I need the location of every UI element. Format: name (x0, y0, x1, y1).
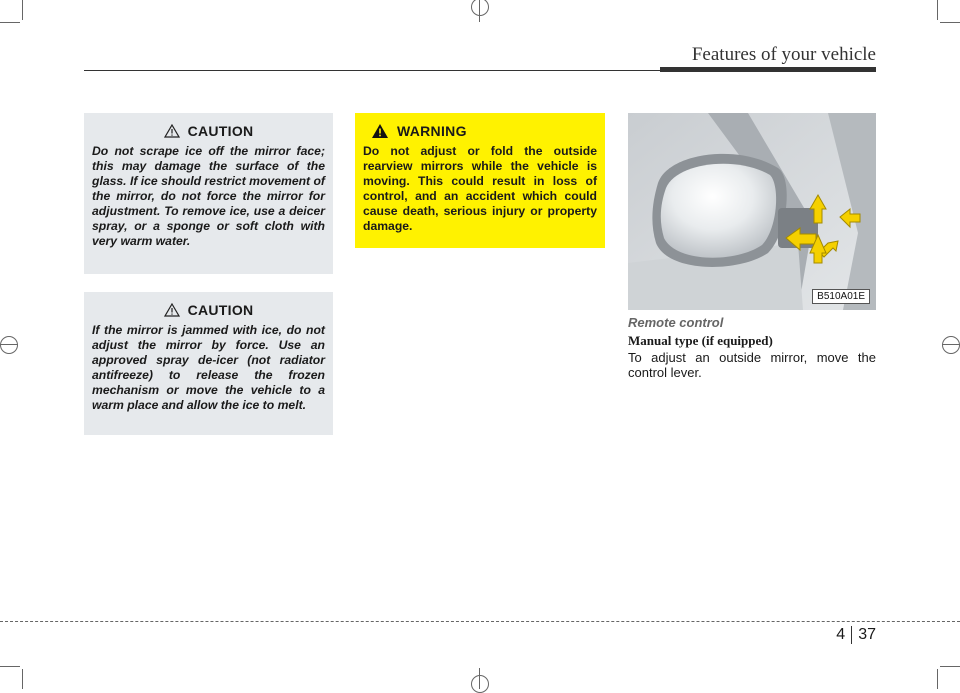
crop-mark (22, 0, 23, 20)
warning-header (363, 123, 597, 139)
caution-box-ice-scrape (84, 113, 333, 274)
warning-triangle-icon (371, 123, 389, 139)
registration-mark (479, 0, 480, 22)
section-subheading: Manual type (if equipped) (628, 333, 773, 348)
page-number (836, 626, 876, 644)
mirror-illustration (628, 113, 876, 310)
caution-triangle-icon (164, 303, 180, 317)
page-number-separator (851, 626, 852, 644)
header-rule-accent (660, 67, 876, 72)
figure-code-label: B510A01E (812, 289, 870, 304)
caution-title: CAUTION (187, 123, 254, 139)
registration-mark (479, 668, 480, 689)
registration-mark (0, 336, 18, 354)
crop-mark (937, 0, 938, 20)
caution-header (92, 123, 325, 139)
section-body-text: To adjust an outside mirror, move the control lever. (628, 350, 876, 380)
caution-title: CAUTION (187, 302, 254, 318)
registration-mark (942, 336, 960, 354)
caution-triangle-icon (164, 124, 180, 138)
section-heading: Remote control (628, 315, 724, 330)
warning-title: WARNING (397, 123, 467, 139)
registration-mark (942, 344, 960, 345)
registration-mark (0, 344, 18, 345)
crop-mark (940, 666, 960, 667)
crop-mark (22, 669, 23, 689)
warning-box (355, 113, 605, 248)
crop-mark (940, 22, 960, 23)
crop-mark (0, 666, 20, 667)
crop-mark (937, 669, 938, 689)
caution-box-jammed-mirror (84, 292, 333, 435)
page-header-title: Features of your vehicle (691, 44, 876, 65)
chapter-number: 4 (836, 626, 846, 643)
outside-mirror-image (628, 113, 876, 310)
crop-mark (0, 22, 20, 23)
caution-header (92, 302, 325, 318)
warning-text: Do not adjust or fold the outside rearview mirrors while the vehicle is moving. This could result in loss of control, and an accident which could cause death, serious injury or property damage. (363, 144, 597, 233)
caution-text: Do not scrape ice off the mirror face; this may damage the surface of the glass. If ice should restrict movement of the mirror, do not force the mirror for adjustment. To remove ice, use a deicer spray, or a sponge or soft cloth with very warm water. (92, 144, 325, 248)
footer-rule (0, 621, 960, 622)
caution-text: If the mirror is jammed with ice, do not adjust the mirror by force. Use an approved spray de-icer (not radiator antifreeze) to release the frozen mechanism or move the vehicle to a warm place and allow the ice to melt. (92, 323, 325, 412)
page-number-value: 37 (858, 626, 876, 643)
registration-mark (471, 0, 489, 16)
registration-mark (471, 675, 489, 693)
